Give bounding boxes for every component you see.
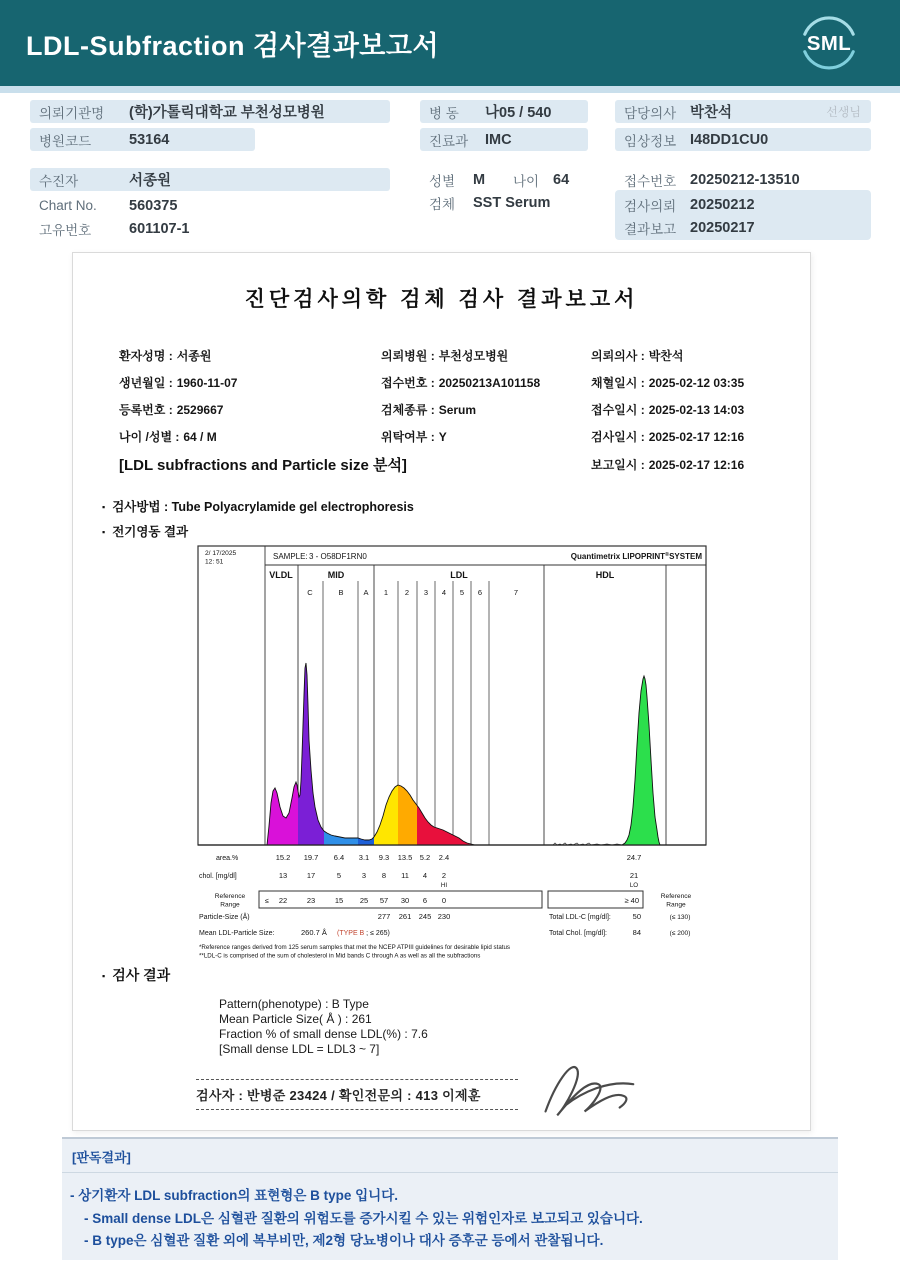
chol-value: 8 <box>381 871 387 880</box>
sml-logo-icon <box>798 11 860 73</box>
sample-value: 3 - O58DF1RN0 <box>309 552 367 561</box>
info-row-chart-no <box>30 194 390 217</box>
lipoprint-chart <box>197 545 709 961</box>
doc-field-label: 의뢰병원 : <box>381 349 435 363</box>
info-label: 검사의뢰 <box>624 198 677 214</box>
flag-lo: LO <box>629 882 639 889</box>
chol-value: 4 <box>422 871 428 880</box>
interpretation-line: - 상기환자 LDL subfraction의 표현형은 B type 입니다. <box>70 1188 399 1203</box>
app-header <box>0 0 900 86</box>
result-line: Mean Particle Size( Å ) : 261 <box>219 1012 372 1026</box>
divider-dashed <box>196 1109 518 1110</box>
ref-value: 0 <box>441 896 447 905</box>
info-value: SST Serum <box>473 194 551 211</box>
interpretation-divider <box>62 1172 838 1173</box>
mean-flag-type: (TYPE B <box>337 930 365 937</box>
chol-value: 13 <box>278 871 288 880</box>
page-title: LDL-Subfraction 검사결과보고서 <box>26 30 440 61</box>
doc-field-label: 채혈일시 : <box>591 376 645 390</box>
total-chol-ref: (≤ 200) <box>669 930 691 937</box>
info-label: 의뢰기관명 <box>39 105 105 121</box>
area-value: 2.4 <box>438 853 450 862</box>
info-label: Chart No. <box>39 198 97 213</box>
info-value: I48DD1CU0 <box>690 131 769 148</box>
method-label: 검사방법 : <box>112 500 169 514</box>
brand-reg-icon: ® <box>665 552 670 558</box>
info-row-request-date <box>615 193 871 216</box>
doc-field <box>381 401 476 418</box>
ref-range-label: Range <box>666 901 686 909</box>
interpretation-title: [판독결과] <box>72 1150 131 1165</box>
total-ldl-ref: (≤ 130) <box>669 914 691 921</box>
doc-field-value: 서종원 <box>176 349 212 363</box>
doc-field-value: Y <box>438 430 447 444</box>
bullet-icon: ▪ <box>102 502 106 512</box>
info-label: 담당의사 <box>624 105 677 121</box>
info-row-specimen <box>420 191 600 214</box>
footnote: *Reference ranges derived from 125 serum samples that met the NCEP ATPIII guidelines for desirable lipid status <box>199 944 511 951</box>
info-value: 64 <box>553 171 570 188</box>
interpretation-line: - B type은 심혈관 질환 외에 복부비만, 제2형 당뇨병이나 대사 증후군 등에서 관찰됩니다. <box>84 1233 604 1248</box>
chol-value: 11 <box>401 871 409 880</box>
info-row-department <box>420 128 588 151</box>
chol-value: 5 <box>336 871 342 880</box>
mean-row-label: Mean LDL-Particle Size: <box>199 930 275 937</box>
particle-value: 277 <box>377 912 391 921</box>
report-title: 진단검사의학 검체 검사 결과보고서 <box>244 288 639 311</box>
area-value: 13.5 <box>397 853 413 862</box>
particle-value: 230 <box>437 912 451 921</box>
band-label-vldl: VLDL <box>269 570 293 580</box>
doc-field-label: 검사일시 : <box>591 430 645 444</box>
info-label: 고유번호 <box>39 222 92 238</box>
info-value: 나05 / 540 <box>485 105 552 121</box>
info-value: 560375 <box>129 197 178 214</box>
electrophoresis-label: 전기영동 결과 <box>112 525 189 539</box>
info-label: 병원코드 <box>39 133 92 149</box>
total-ldl-value: 50 <box>632 912 641 921</box>
info-label: 성별 <box>429 173 456 189</box>
info-label: 결과보고 <box>624 221 677 237</box>
doc-field-value: 2025-02-12 03:35 <box>648 376 745 390</box>
info-row-report-date <box>615 216 871 239</box>
brand-suffix: SYSTEM <box>669 552 702 561</box>
info-label: 나이 <box>513 173 540 189</box>
info-label: 수진자 <box>39 173 79 189</box>
chart-datetime: 2/ 17/2025 <box>205 550 237 557</box>
bullet-icon: ▪ <box>102 527 106 537</box>
report-document <box>72 252 811 1131</box>
doc-field <box>591 401 744 418</box>
doc-field <box>591 428 744 445</box>
doc-field-label: 환자성명 : <box>119 349 173 363</box>
info-value: 53164 <box>129 131 170 148</box>
doc-field-value: 2025-02-13 14:03 <box>648 403 745 417</box>
info-row-unique-no <box>30 217 390 240</box>
footnote: **LDL-C is comprised of the sum of cholesterol in Mid bands C through A as well as all the subfractions <box>199 952 481 960</box>
doc-field <box>591 374 744 391</box>
result-title-text: 검사 결과 <box>112 967 171 983</box>
doc-field-value: 부천성모병원 <box>438 349 509 363</box>
subband-label: B <box>338 588 344 597</box>
info-value: 20250212 <box>690 196 755 213</box>
doc-field <box>591 347 683 364</box>
info-row-institution <box>30 100 390 123</box>
interpretation-line: - Small dense LDL은 심혈관 질환의 위험도를 증가시킬 수 있는 위험인자로 보고되고 있습니다. <box>84 1211 643 1226</box>
result-section-title <box>102 965 170 985</box>
mean-value: 260.7 Å <box>301 928 327 937</box>
band-label-ldl: LDL <box>450 570 468 580</box>
info-row-patient-name <box>30 168 390 191</box>
divider-dashed <box>196 1079 518 1080</box>
doc-field <box>381 347 508 364</box>
area-value: 9.3 <box>378 853 390 862</box>
info-label: 접수번호 <box>624 173 677 189</box>
chol-value: 21 <box>629 871 639 880</box>
ref-value: 22 <box>278 896 288 905</box>
area-value: 24.7 <box>626 853 642 862</box>
ref-value: 25 <box>359 896 369 905</box>
method-bullet <box>102 497 414 515</box>
subband-label: 7 <box>513 588 519 597</box>
chol-row-label: chol. [mg/dl] <box>199 873 237 880</box>
electrophoresis-bullet <box>102 522 188 540</box>
particle-value: 245 <box>418 912 432 921</box>
subband-label: 3 <box>423 588 429 597</box>
info-row-clinical-info <box>615 128 871 151</box>
info-label: 병 동 <box>429 105 459 121</box>
info-value: (학)가톨릭대학교 부천성모병원 <box>129 105 325 121</box>
info-row-doctor <box>615 100 871 123</box>
info-label: 검체 <box>429 196 456 212</box>
ref-value: 6 <box>422 896 428 905</box>
area-value: 6.4 <box>333 853 345 862</box>
doc-field-label: 검체종류 : <box>381 403 435 417</box>
logo-text: SML <box>806 32 852 55</box>
chol-value: 2 <box>441 871 447 880</box>
doc-field-label: 나이 /성별 : <box>119 430 180 444</box>
analysis-section-title: [LDL subfractions and Particle size 분석] <box>119 457 407 474</box>
info-value: 20250217 <box>690 219 755 236</box>
chol-value: 3 <box>361 871 367 880</box>
examiner-line: 검사자 : 반병준 23424 / 확인전문의 : 413 이제훈 <box>196 1088 481 1103</box>
result-line: Pattern(phenotype) : B Type <box>219 997 369 1011</box>
area-value: 5.2 <box>419 853 431 862</box>
mean-flag-cutoff: ; ≤ 265) <box>364 930 390 937</box>
doc-field <box>119 428 217 445</box>
method-value: Tube Polyacrylamide gel electrophoresis <box>171 500 414 514</box>
info-value: 박찬석 <box>690 105 733 121</box>
ref-value: 23 <box>306 896 316 905</box>
subband-label: 1 <box>383 588 389 597</box>
result-line: Fraction % of small dense LDL(%) : 7.6 <box>219 1027 428 1041</box>
area-value: 19.7 <box>303 853 319 862</box>
doc-field-label: 의뢰의사 : <box>591 349 645 363</box>
signature-stroke <box>546 1067 634 1115</box>
mean-flag <box>337 930 390 937</box>
signature <box>518 1051 653 1129</box>
chart-datetime: 12: 51 <box>205 558 224 566</box>
chol-value: 17 <box>306 871 316 880</box>
doc-field <box>119 347 211 364</box>
brand-label <box>571 551 703 561</box>
info-value: M <box>473 171 486 188</box>
ref-range-label: Reference <box>214 893 246 900</box>
ref-value: 30 <box>400 896 410 905</box>
doc-field-value: 2025-02-17 12:16 <box>648 430 745 444</box>
band-label-hdl: HDL <box>595 570 615 580</box>
hdl-ref-value: ≥ 40 <box>624 896 639 905</box>
area-value: 15.2 <box>275 853 291 862</box>
particle-row-label: Particle-Size (Å) <box>199 914 250 921</box>
ref-value: 57 <box>379 896 389 905</box>
subband-label: A <box>363 588 369 597</box>
subband-label: 6 <box>477 588 483 597</box>
doc-field-label: 접수번호 : <box>381 376 435 390</box>
area-row-label: area.% <box>216 855 239 862</box>
brand-name: Quantimetrix LIPOPRINT <box>570 552 666 561</box>
interpretation-panel <box>62 1137 838 1260</box>
particle-value: 261 <box>398 912 412 921</box>
total-chol-value: 84 <box>632 928 641 937</box>
total-chol-label: Total Chol. [mg/dl]: <box>549 930 607 937</box>
ref-range-label: Reference <box>660 893 692 900</box>
sample-label: SAMPLE: <box>273 552 308 561</box>
doc-field-value: Serum <box>438 403 477 417</box>
accent-strip <box>0 86 900 93</box>
doc-field-label: 접수일시 : <box>591 403 645 417</box>
info-label: 진료과 <box>429 133 469 149</box>
doc-field-label: 생년월일 : <box>119 376 173 390</box>
doc-field <box>119 374 237 391</box>
doc-field-value: 64 / M <box>183 430 217 444</box>
subband-label: C <box>307 588 313 597</box>
total-ldl-label: Total LDL-C [mg/dl]: <box>549 914 611 921</box>
info-label: 임상정보 <box>624 133 677 149</box>
info-row-ward <box>420 100 588 123</box>
doctor-honorific: 선생님 <box>826 105 861 119</box>
info-value: 서종원 <box>129 173 172 189</box>
subband-label: 4 <box>441 588 447 597</box>
info-row-sex-age <box>420 168 600 191</box>
band-label-mid: MID <box>327 570 345 580</box>
doc-field-value: 20250213A101158 <box>438 376 541 390</box>
flag-hi: HI <box>440 882 448 889</box>
info-dates-block <box>615 190 871 240</box>
ref-range-label: Range <box>220 901 240 909</box>
doc-field-value: 2025-02-17 12:16 <box>648 458 745 472</box>
subband-label: 5 <box>459 588 465 597</box>
ref-prefix: ≤ <box>265 898 269 905</box>
area-value: 3.1 <box>358 853 370 862</box>
doc-field-label: 등록번호 : <box>119 403 173 417</box>
doc-field-label: 위탁여부 : <box>381 430 435 444</box>
info-value: 20250212-13510 <box>690 171 800 188</box>
info-value: 601107-1 <box>129 220 190 237</box>
info-row-hospital-code <box>30 128 255 151</box>
doc-field-label: 보고일시 : <box>591 458 645 472</box>
doc-field-value: 2529667 <box>176 403 224 417</box>
info-row-accession-no <box>615 168 871 191</box>
doc-field-value: 1960-11-07 <box>176 376 238 390</box>
ref-value: 15 <box>334 896 344 905</box>
doc-field-value: 박찬석 <box>648 349 684 363</box>
doc-field <box>381 374 540 391</box>
doc-field <box>591 456 744 473</box>
subband-label: 2 <box>404 588 410 597</box>
bullet-icon: ▪ <box>102 971 106 981</box>
info-value: IMC <box>485 131 512 148</box>
result-line: [Small dense LDL = LDL3 ~ 7] <box>219 1042 380 1056</box>
doc-field <box>119 401 223 418</box>
doc-field <box>381 428 447 445</box>
